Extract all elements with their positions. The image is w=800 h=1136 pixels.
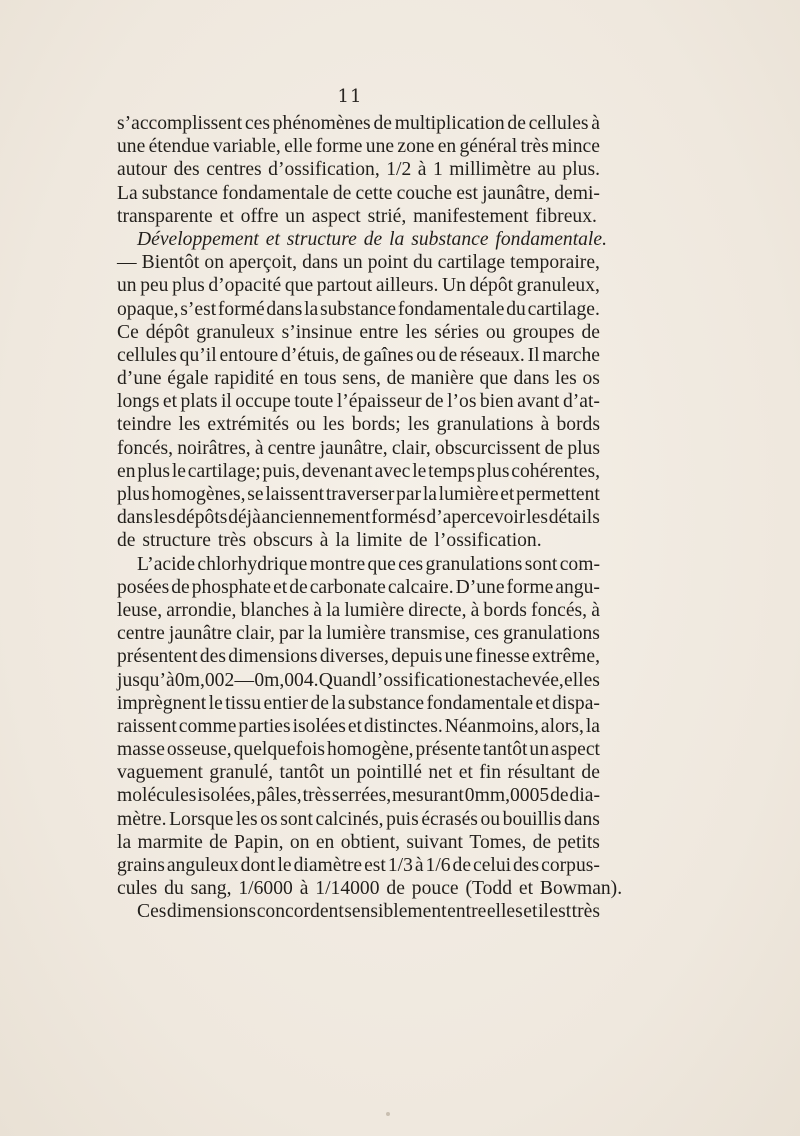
text-line: la marmite de Papin, on en obtient, suivant Tomes, de petits	[117, 831, 600, 853]
text-line: s’accomplissent ces phénomènes de multiplication de cellules à	[117, 113, 600, 134]
text-line: de structure très obscurs à la limite de l’ossification.	[117, 530, 542, 552]
text-line: — Bientôt on aperçoit, dans un point du cartilage temporaire,	[117, 252, 600, 274]
text-line: Ces dimensions concordent sensiblement entre elles et il est très	[137, 901, 600, 923]
text-line: transparente et offre un aspect strié, manifestement fibreux.	[117, 205, 597, 227]
text-line: molécules isolées, pâles, très serrées, mesurant 0mm,0005 de dia-	[117, 785, 600, 807]
text-line: Ce dépôt granuleux s’insinue entre les séries ou groupes de	[117, 321, 600, 343]
text-line: foncés, noirâtres, à centre jaunâtre, clair, obscurcissent de plus	[117, 437, 600, 459]
text-line: d’une égale rapidité en tous sens, de manière que dans les os	[117, 368, 600, 390]
text-line: dans les dépôts déjà anciennement formés d’apercevoir les détails	[117, 507, 600, 529]
text-line: une étendue variable, elle forme une zone en général très mince	[117, 136, 600, 158]
page-number: 11	[337, 86, 363, 107]
text-line: grains anguleux dont le diamètre est 1/3 à 1/6 de celui des corpus-	[117, 855, 600, 876]
text-line: mètre. Lorsque les os sont calcinés, puis écrasés ou bouillis dans	[117, 808, 600, 830]
text-line: masse osseuse, quelquefois homogène, présente tantôt un aspect	[117, 739, 600, 761]
text-line: vaguement granulé, tantôt un pointillé net et fin résultant de	[117, 762, 600, 784]
text-line: un peu plus d’opacité que partout ailleurs. Un dépôt granuleux,	[117, 275, 600, 297]
text-line: teindre les extrémités ou les bords; les granulations à bords	[117, 414, 600, 436]
paper-speck	[386, 1112, 390, 1116]
text-line: autour des centres d’ossification, 1/2 à 1 millimètre au plus.	[117, 159, 600, 181]
text-line: imprègnent le tissu entier de la substance fondamentale et dispa-	[117, 692, 600, 714]
text-line: La substance fondamentale de cette couche est jaunâtre, demi-	[117, 182, 600, 204]
text-line: opaque, s’est formé dans la substance fondamentale du cartilage.	[117, 298, 600, 320]
text-line: Développement et structure de la substance fondamentale.	[137, 228, 607, 250]
text-line: longs et plats il occupe toute l’épaisseur de l’os bien avant d’at-	[117, 391, 600, 413]
text-line: jusqu’à 0m,002 — 0m,004. Quand l’ossification est achevée, elles	[117, 669, 600, 691]
text-line: centre jaunâtre clair, par la lumière transmise, ces granulations	[117, 623, 600, 645]
text-line: plus homogènes, se laissent traverser par la lumière et permettent	[117, 484, 600, 505]
text-line: raissent comme parties isolées et distinctes. Néanmoins, alors, la	[117, 715, 600, 737]
text-line: en plus le cartilage; puis, devenant avec le temps plus cohérentes,	[117, 460, 600, 482]
text-line: cules du sang, 1/6000 à 1/14000 de pouce (Todd et Bowman).	[117, 878, 623, 900]
text-line: posées de phosphate et de carbonate calcaire. D’une forme angu-	[117, 576, 600, 598]
text-line: cellules qu’il entoure d’étuis, de gaînes ou de réseaux. Il marche	[117, 344, 600, 366]
text-line: leuse, arrondie, blanches à la lumière directe, à bords foncés, à	[117, 599, 600, 621]
body-text	[117, 112, 623, 924]
text-line: L’acide chlorhydrique montre que ces granulations sont com-	[137, 553, 600, 575]
text-line: présentent des dimensions diverses, depuis une finesse extrême,	[117, 646, 600, 668]
